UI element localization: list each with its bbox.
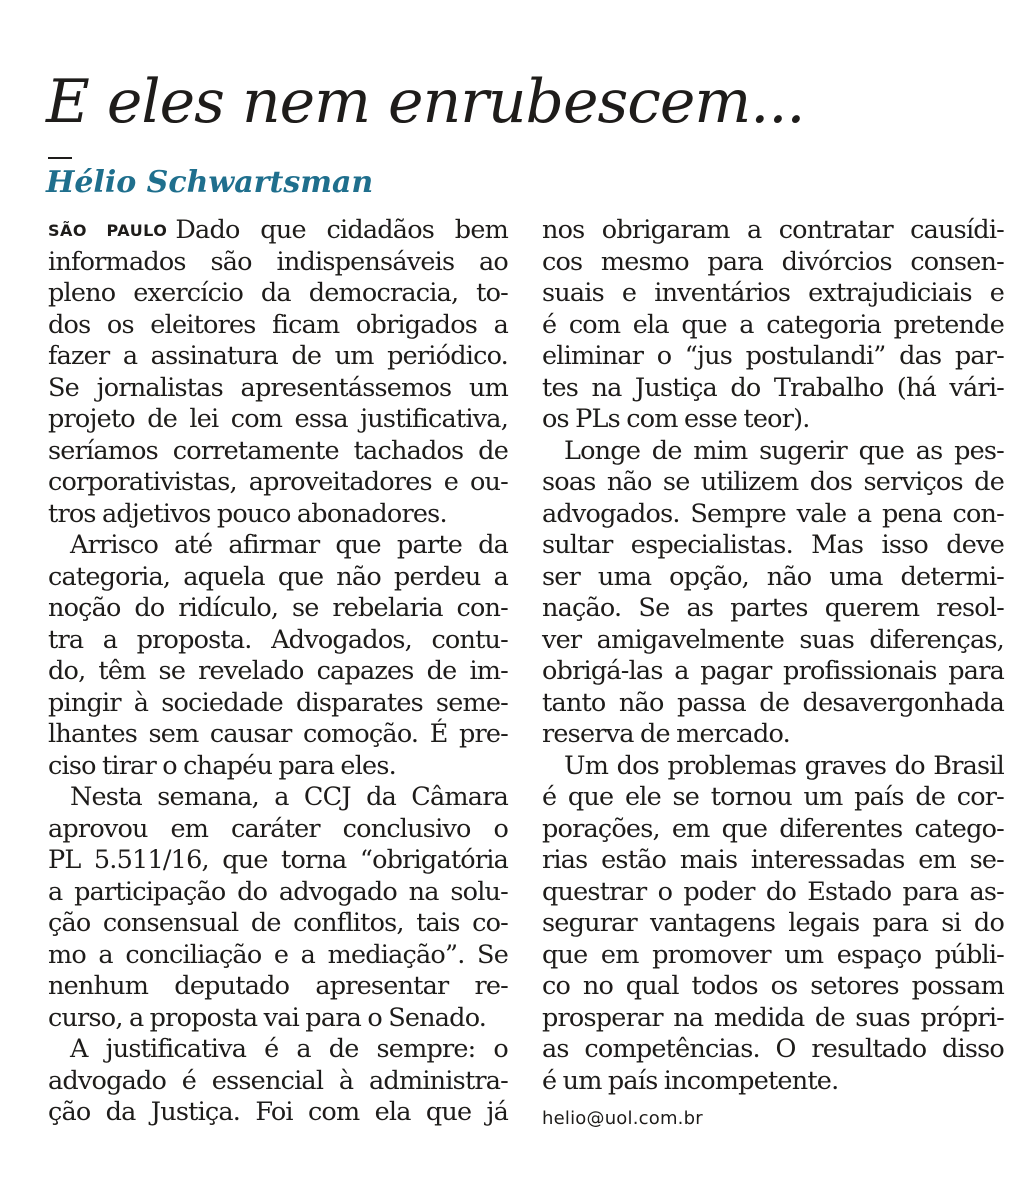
text-line — [48, 562, 508, 594]
line-text: Se jornalistas apresentássemos um — [48, 372, 508, 403]
line-text: aprovou em caráter conclusivo o — [48, 813, 508, 844]
text-line — [48, 247, 508, 279]
line-text: é um país incompetente. — [542, 1065, 839, 1096]
text-line — [48, 404, 508, 436]
text-line — [48, 719, 508, 751]
text-line — [542, 1066, 1004, 1098]
line-text: é que ele se tornou um país de cor- — [542, 782, 1004, 812]
text-line — [48, 782, 508, 814]
line-text: noção do ridículo, se rebelaria con- — [48, 593, 508, 623]
line-text: as competências. O resultado disso — [542, 1034, 1004, 1064]
text-line — [542, 1003, 1004, 1035]
text-line — [542, 310, 1004, 342]
dateline: SÃO PAULO — [48, 221, 168, 240]
line-text: questrar o poder do Estado para as- — [542, 876, 1004, 907]
author-email[interactable]: helio@uol.com.br — [542, 1108, 703, 1129]
text-line — [542, 530, 1004, 562]
line-text: cos mesmo para divórcios consen- — [542, 246, 1004, 277]
line-text: seríamos corretamente tachados de — [48, 435, 508, 466]
line-text: advogados. Sempre vale a pena con- — [542, 498, 1004, 529]
text-line — [542, 845, 1004, 877]
line-text: ção consensual de conflitos, tais co- — [48, 908, 508, 938]
article-column-left — [48, 215, 508, 1129]
byline-rule — [48, 157, 72, 159]
text-line — [48, 467, 508, 499]
line-text: segurar vantagens legais para si do — [542, 908, 1004, 938]
line-text: lhantes sem causar comoção. É pre- — [48, 719, 508, 749]
line-text: prosperar na medida de suas própri- — [542, 1002, 1004, 1033]
text-line — [542, 467, 1004, 499]
text-line — [48, 656, 508, 688]
text-line — [48, 908, 508, 940]
text-line — [48, 1034, 508, 1066]
line-text: informados são indispensáveis ao — [48, 246, 508, 277]
line-text: do, têm se revelado capazes de im- — [48, 656, 508, 686]
text-line — [542, 562, 1004, 594]
line-text: sultar especialistas. Mas isso deve — [542, 530, 1004, 560]
line-text: tes na Justiça do Trabalho (há vári- — [542, 372, 1004, 403]
line-text: nenhum deputado apresentar re- — [48, 971, 508, 1001]
text-line — [48, 688, 508, 720]
text-line — [48, 341, 508, 373]
text-line — [48, 971, 508, 1003]
line-text: PL 5.511/16, que torna “obrigatória — [48, 845, 508, 875]
text-line — [542, 1034, 1004, 1066]
text-line — [48, 593, 508, 625]
text-line — [542, 940, 1004, 972]
author-byline: Hélio Schwartsman — [46, 165, 374, 200]
text-line — [542, 814, 1004, 846]
text-line — [48, 751, 508, 783]
line-text: Um dos problemas graves do Brasil — [564, 750, 1004, 781]
text-line — [48, 940, 508, 972]
text-line — [48, 215, 508, 247]
line-text: dos os eleitores ficam obrigados a — [48, 309, 508, 340]
line-text: eliminar o “jus postulandi” das par- — [542, 341, 1004, 371]
text-line — [48, 1066, 508, 1098]
line-text: tanto não passa de desavergonhada — [542, 687, 1004, 718]
text-line — [542, 404, 1004, 436]
article-headline: E eles nem enrubescem... — [46, 67, 805, 137]
text-line — [542, 751, 1004, 783]
line-text: A justificativa é a de sempre: o — [70, 1034, 508, 1064]
text-line — [542, 877, 1004, 909]
line-text: co no qual todos os setores possam — [542, 971, 1004, 1001]
line-text: é com ela que a categoria pretende — [542, 309, 1004, 340]
text-line — [542, 625, 1004, 657]
text-line — [48, 1097, 508, 1129]
line-text: tra a proposta. Advogados, contu- — [48, 624, 508, 655]
line-text: Nesta semana, a CCJ da Câmara — [70, 782, 508, 812]
text-line — [48, 877, 508, 909]
line-text: mo a conciliação e a mediação”. Se — [48, 939, 508, 970]
line-text: nos obrigaram a contratar causídi- — [542, 215, 1004, 245]
line-text: ção da Justiça. Foi com ela que já — [48, 1097, 508, 1127]
line-text: corporativistas, aproveitadores e ou- — [48, 467, 508, 497]
line-text: os PLs com esse teor). — [542, 404, 810, 434]
text-line — [542, 593, 1004, 625]
line-text: Arrisco até afirmar que parte da — [70, 530, 508, 560]
line-text: porações, em que diferentes catego- — [542, 813, 1004, 844]
text-line — [542, 247, 1004, 279]
line-text: Dado que cidadãos bem — [175, 215, 508, 245]
line-text: suais e inventários extrajudiciais e — [542, 278, 1004, 308]
line-text: rias estão mais interessadas em se- — [542, 845, 1004, 875]
line-text: ver amigavelmente suas diferenças, — [542, 624, 1004, 655]
text-line — [542, 908, 1004, 940]
line-text: ser uma opção, não uma determi- — [542, 561, 1004, 592]
line-text: ciso tirar o chapéu para eles. — [48, 750, 396, 781]
text-line — [542, 215, 1004, 247]
line-text: reserva de mercado. — [542, 719, 790, 749]
article-column-right — [542, 215, 1004, 1135]
line-text: categoria, aquela que não perdeu a — [48, 561, 508, 592]
line-text: nação. Se as partes querem resol- — [542, 593, 1004, 623]
line-text: Longe de mim sugerir que as pes- — [564, 435, 1004, 466]
line-text: curso, a proposta vai para o Senado. — [48, 1002, 487, 1033]
text-line — [48, 373, 508, 405]
text-line — [48, 310, 508, 342]
text-line — [48, 278, 508, 310]
line-text: advogado é essencial à administra- — [48, 1065, 508, 1096]
text-line — [542, 782, 1004, 814]
text-line — [542, 341, 1004, 373]
line-text: a participação do advogado na solu- — [48, 876, 508, 907]
text-line — [48, 1003, 508, 1035]
line-text: soas não se utilizem dos serviços de — [542, 467, 1004, 497]
text-line — [542, 278, 1004, 310]
text-line — [542, 719, 1004, 751]
text-line — [542, 971, 1004, 1003]
text-line — [542, 499, 1004, 531]
text-line — [542, 688, 1004, 720]
text-line — [542, 436, 1004, 468]
text-line — [48, 499, 508, 531]
line-text: obrigá-las a pagar profissionais para — [542, 656, 1004, 686]
line-text: que em promover um espaço públi- — [542, 939, 1004, 970]
line-text: projeto de lei com essa justificativa, — [48, 404, 508, 434]
line-text: tros adjetivos pouco abonadores. — [48, 498, 447, 529]
text-line — [542, 373, 1004, 405]
text-line — [542, 656, 1004, 688]
text-line — [48, 845, 508, 877]
text-line — [48, 814, 508, 846]
line-text: pingir à sociedade disparates seme- — [48, 687, 508, 718]
text-line — [48, 625, 508, 657]
text-line — [48, 436, 508, 468]
text-line — [48, 530, 508, 562]
line-text: fazer a assinatura de um periódico. — [48, 341, 508, 371]
line-text: pleno exercício da democracia, to- — [48, 278, 508, 308]
